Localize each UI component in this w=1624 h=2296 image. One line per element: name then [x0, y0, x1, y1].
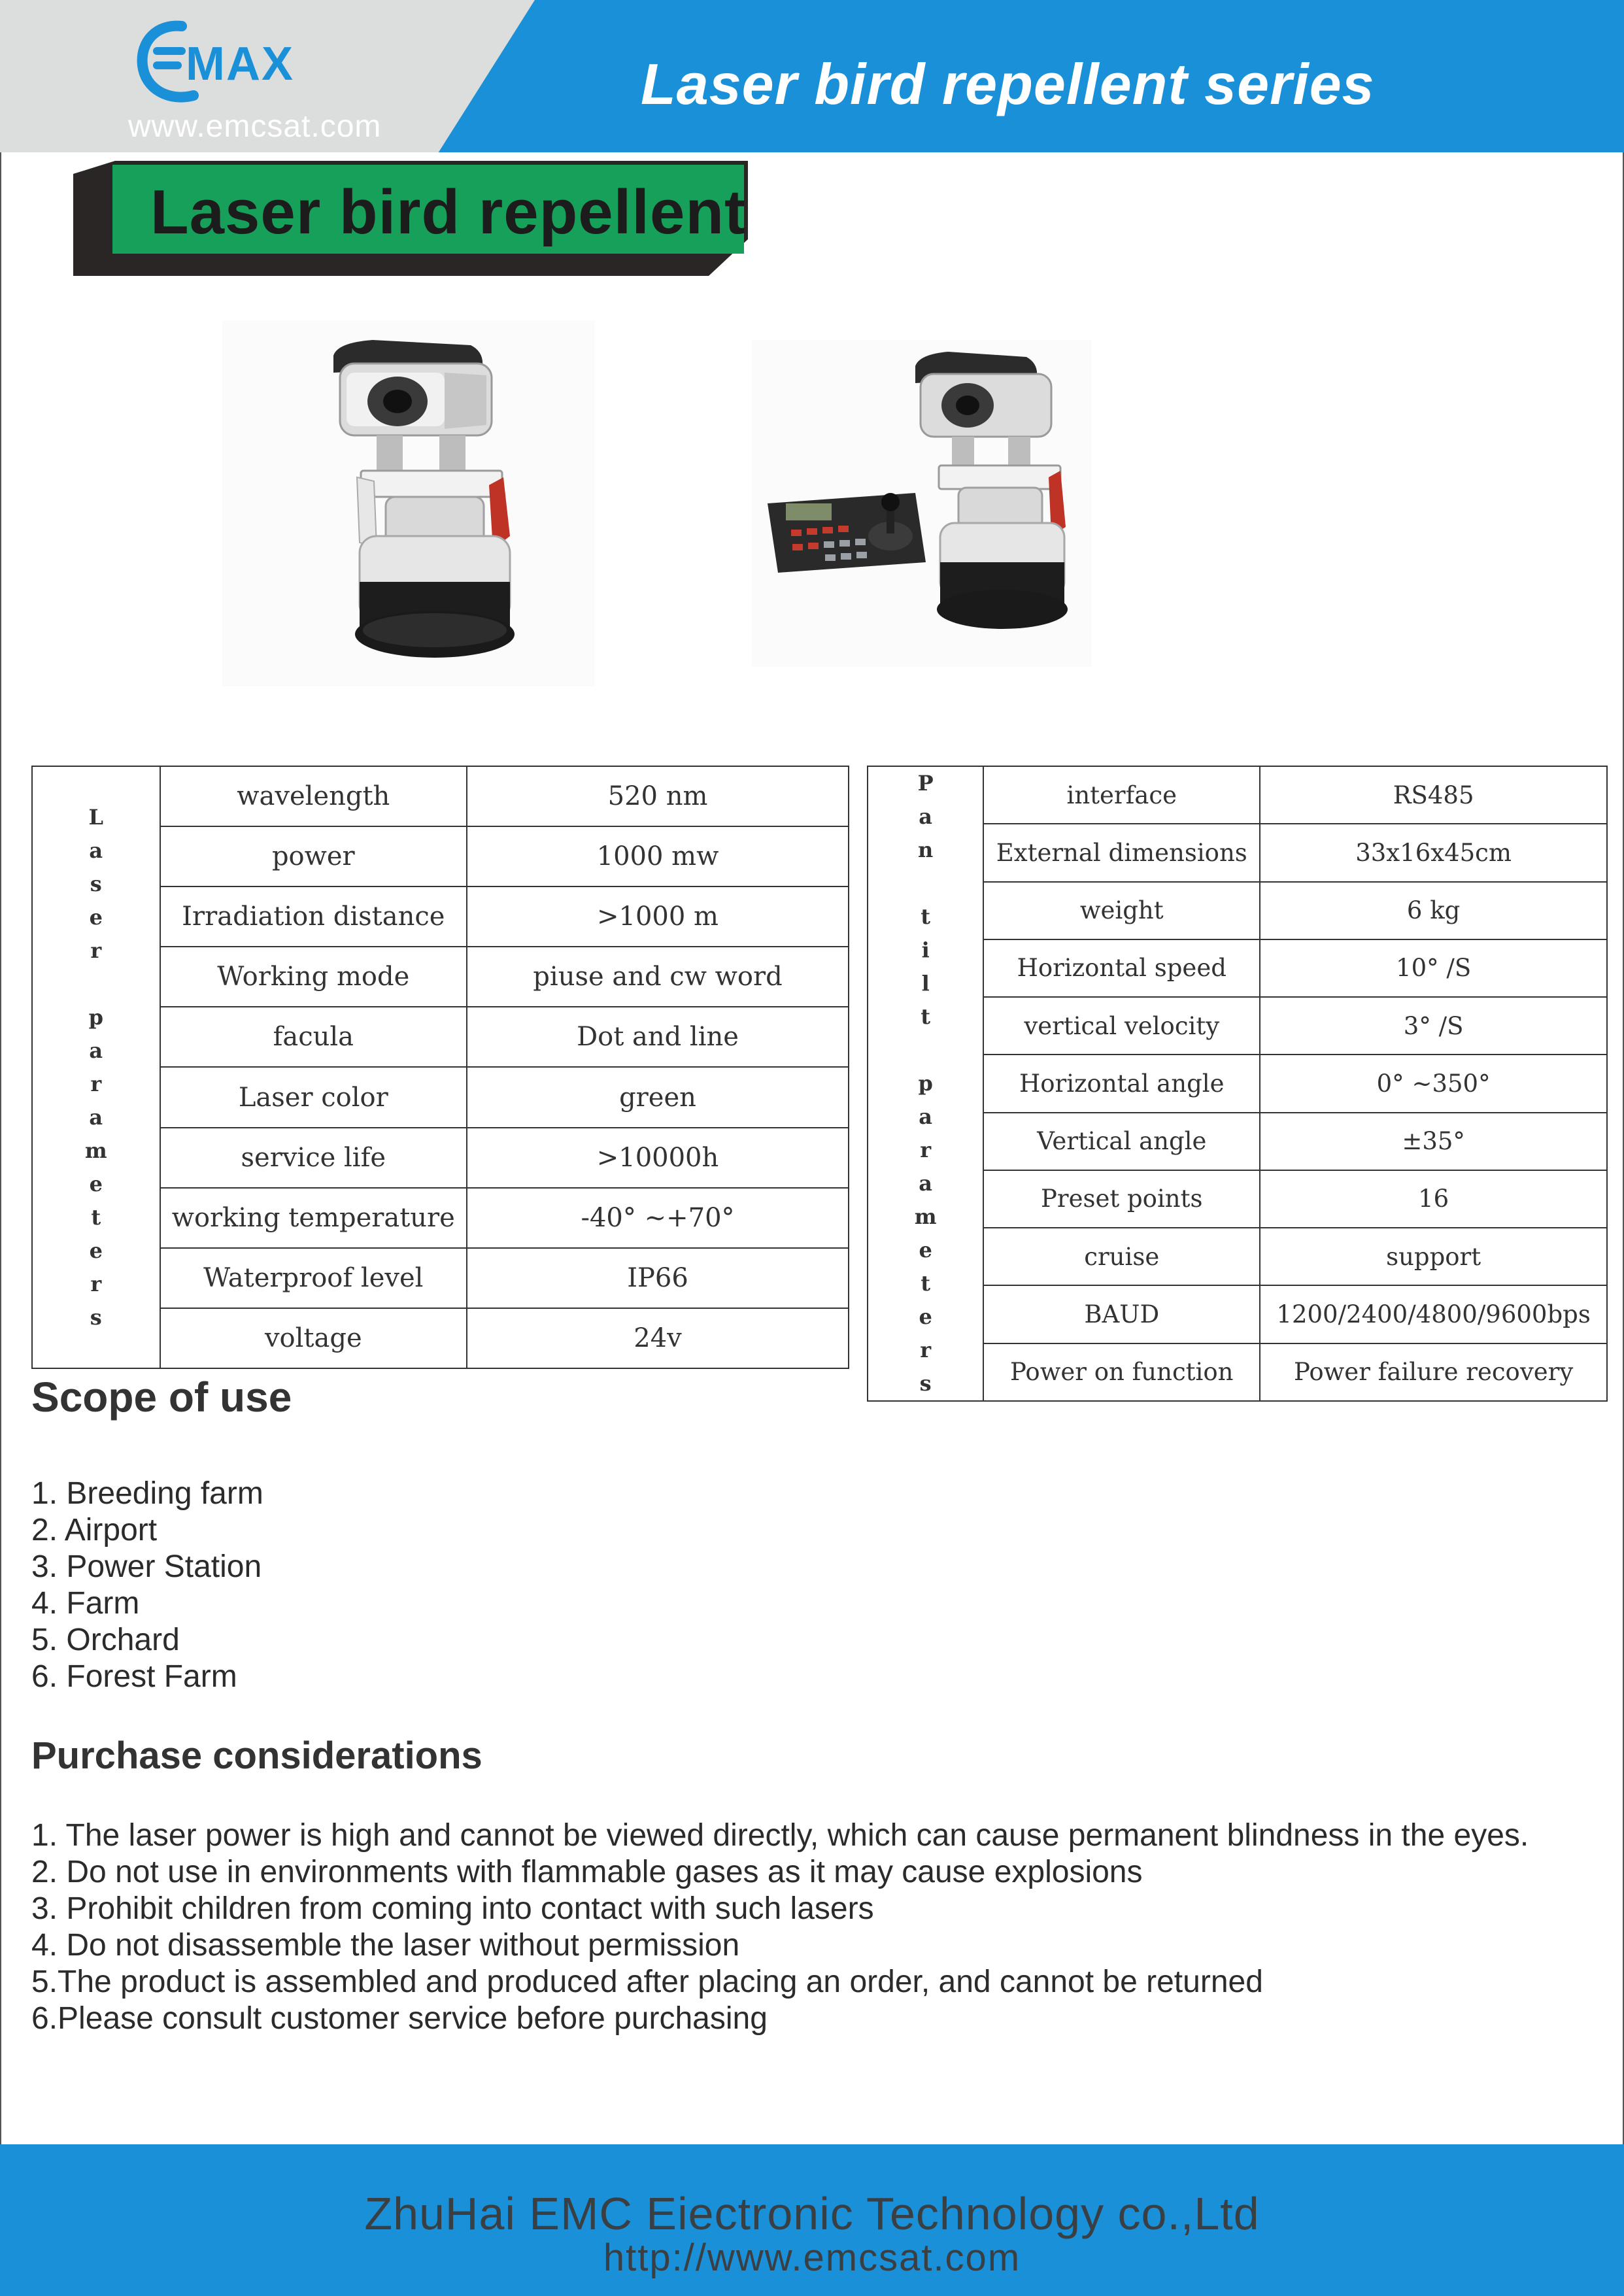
param-name: interface	[983, 766, 1260, 824]
param-name: Laser color	[160, 1067, 467, 1127]
param-value: RS485	[1260, 766, 1607, 824]
param-value: support	[1260, 1228, 1607, 1285]
list-item: 1. Breeding farm	[31, 1476, 263, 1511]
param-name: Preset points	[983, 1170, 1260, 1228]
param-name: Vertical angle	[983, 1113, 1260, 1170]
param-value: green	[467, 1067, 849, 1127]
param-value: 1200/2400/4800/9600bps	[1260, 1285, 1607, 1343]
param-value: IP66	[467, 1248, 849, 1308]
list-item: 6.Please consult customer service before purchasing	[31, 2001, 768, 2036]
param-name: cruise	[983, 1228, 1260, 1285]
param-name: Working mode	[160, 947, 467, 1007]
param-name: wavelength	[160, 766, 467, 826]
list-item: 4. Do not disassemble the laser without permission	[31, 1928, 740, 1963]
param-name: working temperature	[160, 1188, 467, 1248]
param-name: Power on function	[983, 1343, 1260, 1401]
scope-list	[31, 1476, 263, 1695]
param-name: Waterproof level	[160, 1248, 467, 1308]
list-item: 5. Orchard	[31, 1623, 180, 1657]
param-value: 6 kg	[1260, 882, 1607, 939]
param-value: 16	[1260, 1170, 1607, 1228]
table-row	[868, 766, 1607, 824]
pan-tilt-laser-unit-icon	[222, 320, 595, 686]
purchase-title: Purchase considerations	[31, 1734, 482, 1777]
product-title: Laser bird repellent	[150, 177, 746, 247]
param-value: Power failure recovery	[1260, 1343, 1607, 1401]
param-value: Dot and line	[467, 1007, 849, 1067]
footer-company: ZhuHai EMC Eiectronic Technology co.,Ltd	[364, 2188, 1260, 2239]
param-name: facula	[160, 1007, 467, 1067]
list-item: 3. Prohibit children from coming into contact with such lasers	[31, 1891, 874, 1926]
param-value: 10° /S	[1260, 939, 1607, 997]
param-name: vertical velocity	[983, 997, 1260, 1055]
footer-url[interactable]: http://www.emcsat.com	[603, 2237, 1021, 2279]
param-name: voltage	[160, 1308, 467, 1368]
list-item: 1. The laser power is high and cannot be viewed directly, which can cause permanent blindness in the eyes.	[31, 1818, 1529, 1853]
laser-parameters-label: L a s e r p a r a m e t e r s	[32, 766, 160, 1368]
laser-unit-with-keyboard-controller-icon	[752, 340, 1092, 667]
list-item: 6. Forest Farm	[31, 1659, 237, 1694]
param-value: piuse and cw word	[467, 947, 849, 1007]
list-item: 5.The product is assembled and produced after placing an order, and cannot be returned	[31, 1965, 1263, 1999]
param-value: >1000 m	[467, 886, 849, 947]
emax-logo-icon	[131, 12, 327, 116]
pan-tilt-parameters-table	[867, 766, 1608, 1402]
param-name: Horizontal speed	[983, 939, 1260, 997]
logo-url: www.emcsat.com	[128, 109, 382, 144]
param-name: power	[160, 826, 467, 886]
param-value: -40° ~+70°	[467, 1188, 849, 1248]
laser-parameters-table	[31, 766, 849, 1369]
param-name: Horizontal angle	[983, 1055, 1260, 1112]
param-name: service life	[160, 1128, 467, 1188]
param-value: 33x16x45cm	[1260, 824, 1607, 881]
scope-title: Scope of use	[31, 1374, 292, 1421]
table-row	[32, 766, 849, 826]
param-name: External dimensions	[983, 824, 1260, 881]
param-value: 1000 mw	[467, 826, 849, 886]
param-value: 520 nm	[467, 766, 849, 826]
logo-text: MAX	[186, 38, 294, 90]
series-title: Laser bird repellent series	[641, 52, 1375, 116]
list-item: 3. Power Station	[31, 1549, 262, 1584]
purchase-list	[31, 1817, 1587, 2037]
list-item: 2. Do not use in environments with flammable gases as it may cause explosions	[31, 1855, 1143, 1889]
pan-tilt-parameters-label: P a n t i l t p a r a m e t e r s	[868, 766, 983, 1401]
param-name: weight	[983, 882, 1260, 939]
param-value: ±35°	[1260, 1113, 1607, 1170]
param-value: 24v	[467, 1308, 849, 1368]
list-item: 2. Airport	[31, 1513, 158, 1547]
param-name: BAUD	[983, 1285, 1260, 1343]
param-name: Irradiation distance	[160, 886, 467, 947]
param-value: 3° /S	[1260, 997, 1607, 1055]
param-value: 0° ~350°	[1260, 1055, 1607, 1112]
param-value: >10000h	[467, 1128, 849, 1188]
list-item: 4. Farm	[31, 1586, 140, 1621]
